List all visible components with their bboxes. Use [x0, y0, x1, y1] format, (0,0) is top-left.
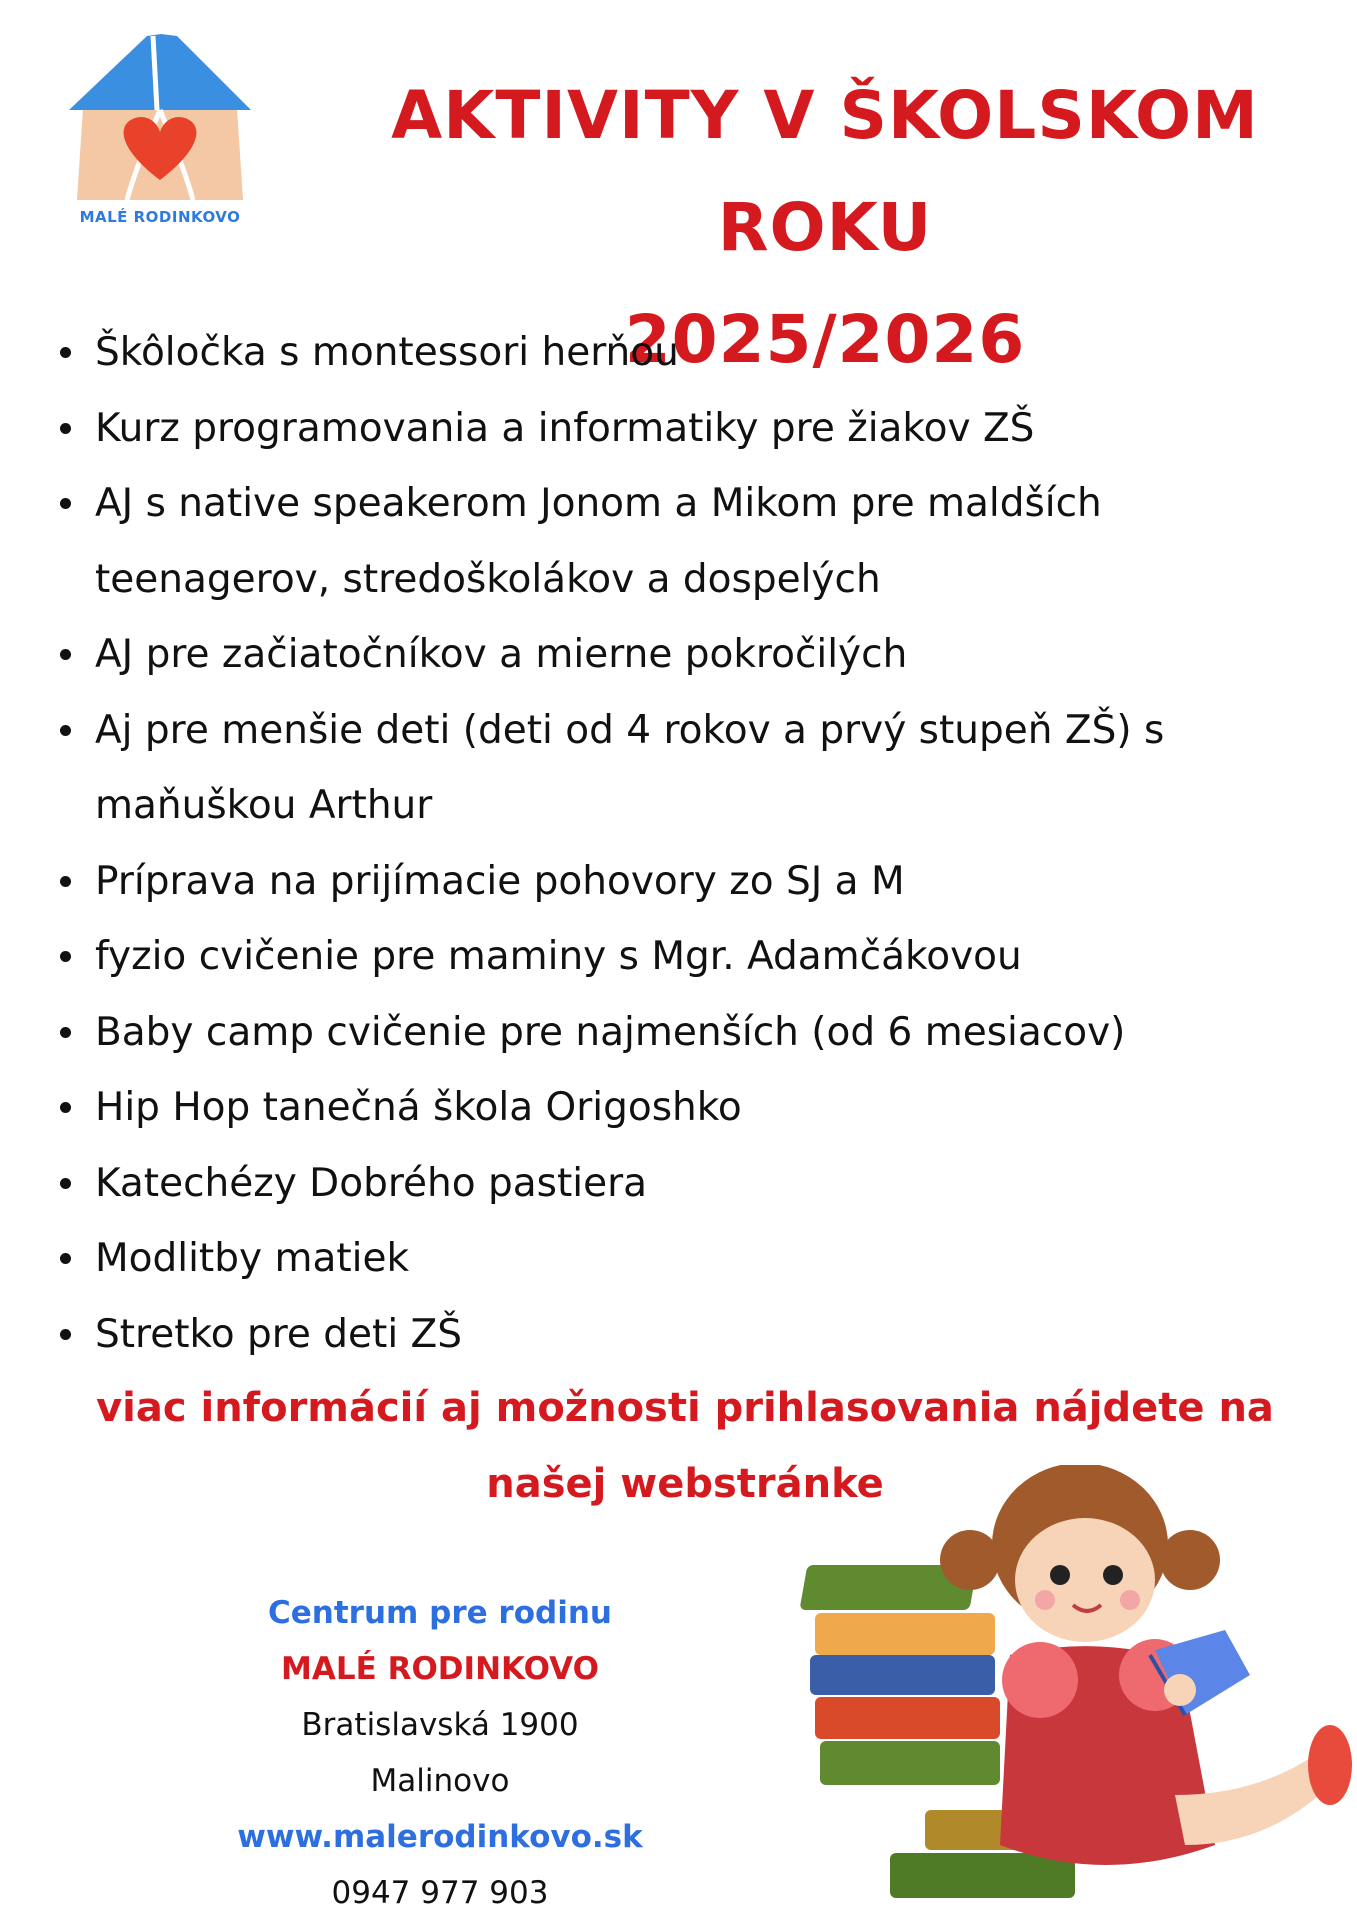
- contact-org-name: MALÉ RODINKOVO: [281, 1651, 599, 1687]
- activities-list: [55, 315, 1345, 1372]
- list-item: Hip Hop tanečná škola Origoshko: [55, 1070, 1345, 1146]
- more-info-text: viac informácií aj možnosti prihlasovania nájdete na našej webstránke: [96, 1385, 1274, 1507]
- list-item: AJ pre začiatočníkov a mierne pokročilých: [55, 617, 1345, 693]
- contact-block: [200, 1585, 680, 1921]
- list-item: fyzio cvičenie pre maminy s Mgr. Adamčákovou: [55, 919, 1345, 995]
- title-line-2: 2025/2026: [624, 301, 1026, 378]
- title-line-1: AKTIVITY V ŠKOLSKOM ROKU: [391, 77, 1259, 266]
- list-item: Škôločka s montessori herňou: [55, 315, 1345, 391]
- contact-address: Bratislavská 1900: [301, 1707, 579, 1743]
- contact-phone: 0947 977 903: [331, 1875, 549, 1911]
- list-item: Stretko pre deti ZŠ: [55, 1297, 1345, 1373]
- list-item: Modlitby matiek: [55, 1221, 1345, 1297]
- list-item: Katechézy Dobrého pastiera: [55, 1146, 1345, 1222]
- list-item: Príprava na prijímacie pohovory zo SJ a M: [55, 844, 1345, 920]
- logo: [65, 30, 255, 240]
- girl-reading-illustration: [795, 1465, 1357, 1920]
- contact-center: Centrum pre rodinu: [268, 1595, 612, 1631]
- house-heart-logo-icon: [65, 30, 255, 205]
- list-item: Aj pre menšie deti (deti od 4 rokov a prvý stupeň ZŠ) s maňuškou Arthur: [55, 693, 1345, 844]
- girl-reading-books-illustration: [795, 1465, 1357, 1920]
- list-item: Kurz programovania a informatiky pre žiakov ZŠ: [55, 391, 1345, 467]
- list-item: AJ s native speakerom Jonom a Mikom pre maldších teenagerov, stredoškolákov a dospelých: [55, 466, 1345, 617]
- list-item: Baby camp cvičenie pre najmenších (od 6 mesiacov): [55, 995, 1345, 1071]
- contact-city: Malinovo: [370, 1763, 510, 1799]
- website-link[interactable]: www.malerodinkovo.sk: [237, 1819, 643, 1855]
- logo-text: MALÉ RODINKOVO: [79, 208, 241, 226]
